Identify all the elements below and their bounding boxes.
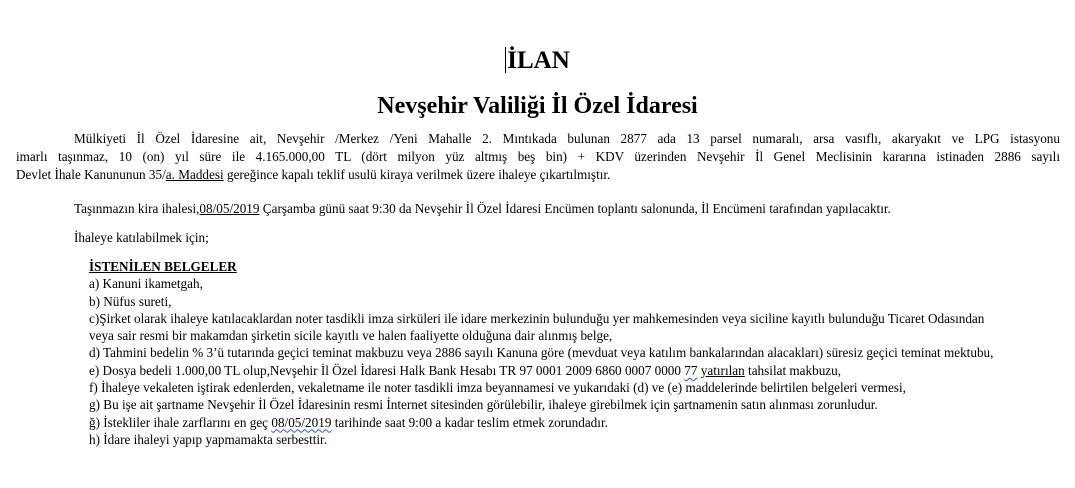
intro-law-article: a. Maddesi bbox=[165, 167, 224, 182]
list-item-gg-text: ğ) İstekliler ihale zarflarını en geç bbox=[89, 414, 272, 430]
document-title bbox=[0, 46, 1075, 76]
intro-paragraph bbox=[16, 130, 1060, 184]
intro-line-1: Mülkiyeti İl Özel İdaresine ait, Nevşehir /Merkez /Yeni Mahalle 2. Mıntıkada bulunan 2877 ada 13 parsel numaralı, arsa vasıflı, akaryakıt ve LPG istasyonu bbox=[74, 131, 1060, 146]
list-item-e bbox=[89, 362, 1009, 379]
list-item-b: b) Nüfus sureti, bbox=[89, 293, 172, 309]
list-item-d: d) Tahmini bedelin % 3’ü tutarında geçici teminat makbuzu veya 2886 sayılı Kanuna göre (mevduat veya katılım bankalarından alacakları) süresiz geçici teminat mektubu, bbox=[89, 345, 994, 361]
list-item-gg-rest: tarihinde saat 9:00 a kadar teslim etmek zorundadır. bbox=[331, 414, 608, 430]
auction-paragraph bbox=[74, 200, 891, 218]
document-subtitle: Nevşehir Valiliği İl Özel İdaresi bbox=[377, 93, 698, 119]
list-item-a: a) Kanuni ikametgah, bbox=[89, 276, 203, 292]
required-documents-heading: İSTENİLEN BELGELER bbox=[89, 259, 237, 274]
list-item-h: h) İdare ihaleyi yapıp yapmamakta serbesttir. bbox=[89, 431, 328, 447]
list-item-c: c)Şirket olarak ihaleye katılacaklardan noter tasdikli imza sirküleri ile idare merkezinin bulunduğu yer mahkemesinden veya siciline kayıtlı bulunduğu Ticaret Odasından veya sair resmi bir makamdan şirketin sicile kayıtlı ve halen faaliyette olduğuna dair alınmış belge, bbox=[89, 310, 985, 344]
required-documents-list bbox=[89, 258, 1009, 448]
intro-law-text: Devlet İhale Kanununun 35/ bbox=[16, 167, 166, 182]
intro-line-2: imarlı taşınmaz, 10 (on) yıl süre ile 4.165.000,00 TL (dört milyon yüz altmış beş bin) + KDV üzerinden Nevşehir İl Genel Meclisinin kararına istinaden 2886 sayılı bbox=[16, 149, 1060, 164]
list-item-f: f) İhaleye vekaleten iştirak edenlerden, vekaletname ile noter tasdikli imza beyannamesi ve yukarıdaki (d) ve (e) maddelerinde belirtilen belgeleri vermesi, bbox=[89, 380, 906, 396]
list-item-e-number: 77 bbox=[684, 362, 698, 378]
participate-paragraph: İhaleye katılabilmek için; bbox=[74, 230, 209, 245]
list-item-e-rest: tahsilat makbuzu, bbox=[744, 362, 842, 378]
list-item-gg-date: 08/05/2019 bbox=[271, 414, 332, 430]
intro-line-3 bbox=[16, 166, 1060, 184]
list-item-e-text: e) Dosya bedeli 1.000,00 TL olup,Nevşehir İl Özel İdaresi Halk Bank Hesabı TR 97 0001 2009 6860 0007 0000 bbox=[89, 362, 685, 378]
list-item-e-word: yatırılan bbox=[700, 362, 745, 378]
auction-text-after: Çarşamba günü saat 9:30 da Nevşehir İl Özel İdaresi Encümen toplantı salonunda, İl Encümeni tarafından yapılacaktır. bbox=[259, 201, 891, 216]
auction-date: 08/05/2019 bbox=[199, 201, 260, 216]
title-text: İLAN bbox=[507, 47, 570, 74]
list-item-g: g) Bu işe ait şartname Nevşehir İl Özel İdaresinin resmi İnternet sitesinden görülebilir, ihaleye girebilmek için şartnamenin satın alınması zorunludur. bbox=[89, 397, 878, 413]
auction-text-before: Taşınmazın kira ihalesi, bbox=[74, 201, 200, 216]
list-item-gg bbox=[89, 414, 1009, 431]
intro-law-rest: gereğince kapalı teklif usulü kiraya verilmek üzere ihaleye çıkartılmıştır. bbox=[223, 167, 611, 182]
